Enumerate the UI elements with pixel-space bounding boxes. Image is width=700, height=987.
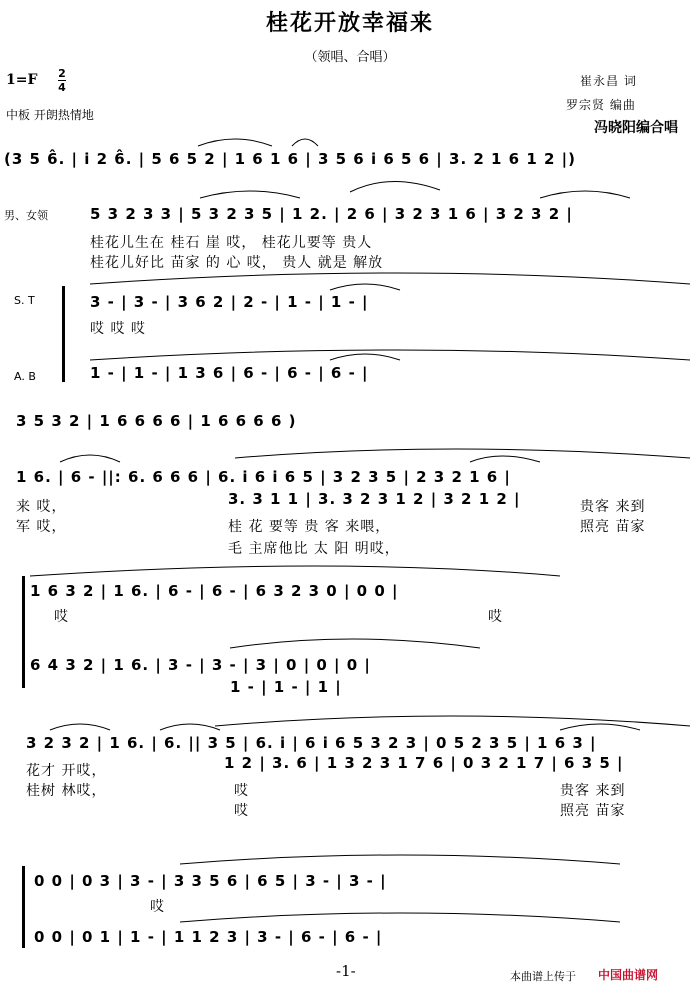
s1-lyric-1: 桂花儿生在 桂石 崖 哎， 桂花儿要等 贵人 bbox=[90, 235, 373, 251]
s2-ab-notes: 6 4 3 2 | 1 6. | 3 - | 3 - | 3 | 0 | 0 | 0 | bbox=[30, 656, 371, 674]
time-top: 2 bbox=[58, 67, 66, 80]
s3-st-notes: 0 0 | 0 3 | 3 - | 3 3 5 6 | 6 5 | 3 - | 3 - | bbox=[34, 872, 387, 890]
choir-credit: 冯晓阳编合唱 bbox=[594, 120, 678, 136]
s2-refrain-1: 桂 花 要等 贵 客 来喂， bbox=[228, 519, 391, 535]
s2-lead-notes: 1 6. | 6 - ||: 6. 6 6 6 | 6. i 6 i 6 5 | 3 2 3 5 | 2 3 2 1 6 | bbox=[16, 468, 511, 486]
s2-st-notes: 1 6 3 2 | 1 6. | 6 - | 6 - | 6 3 2 3 0 | 0 0 | bbox=[30, 582, 399, 600]
lead-label: 男、女领 bbox=[4, 209, 48, 222]
tempo-marking: 中板 开朗热情地 bbox=[6, 108, 94, 122]
page-number: -1- bbox=[336, 962, 356, 980]
s1-st-notes: 3 - | 3 - | 3 6 2 | 2 - | 1 - | 1 - | bbox=[90, 293, 369, 311]
s2-refrain-2: 毛 主席他比 太 阳 明哎， bbox=[228, 541, 400, 557]
st-label: S. T bbox=[14, 294, 35, 307]
intro-line: (3 5 6̂. | i 2 6̂. | 5 6 5 2 | 1 6 1 6 | 3 5 6 i 6 5 6 | 3. 2 1 6 1 2 |) bbox=[4, 150, 576, 168]
s3-lyric-1: 花才 开哎， bbox=[26, 763, 107, 779]
s3-ab-notes: 0 0 | 0 1 | 1 - | 1 1 2 3 | 3 - | 6 - | 6 - | bbox=[34, 928, 383, 946]
s3-tail-2: 照亮 苗家 bbox=[560, 803, 626, 819]
s2-ab-notes-lower: 1 - | 1 - | 1 | bbox=[230, 678, 342, 696]
s2-st-lyric-2: 哎 bbox=[488, 609, 503, 625]
s2-lyric-1: 来 哎， bbox=[16, 499, 67, 515]
s1-lead-notes: 5 3 2 3 3 | 5 3 2 3 5 | 1 2. | 2 6 | 3 2 3 1 6 | 3 2 3 2 | bbox=[90, 205, 573, 223]
s3-ai-2: 哎 bbox=[234, 803, 249, 819]
arranger-credit: 罗宗贤 编曲 bbox=[566, 98, 636, 112]
s3-lead-notes: 3 2 3 2 | 1 6. | 6. || 3 5 | 6. i | 6 i 6 5 3 2 3 | 0 5 2 3 5 | 1 6 3 | bbox=[26, 734, 597, 752]
s2-tail-2: 照亮 苗家 bbox=[580, 519, 646, 535]
upload-note: 本曲谱上传于 bbox=[510, 970, 576, 983]
s2-tail-1: 贵客 来到 bbox=[580, 499, 646, 515]
time-bottom: 4 bbox=[58, 81, 66, 94]
s1-ab-notes: 1 - | 1 - | 1 3 6 | 6 - | 6 - | 6 - | bbox=[90, 364, 369, 382]
s3-lyric-2: 桂树 林哎， bbox=[26, 783, 107, 799]
s3-alt-notes: 1 2 | 3. 6 | 1 3 2 3 1 7 6 | 0 3 2 1 7 | 6 3 5 | bbox=[224, 754, 624, 772]
site-logo: 中国曲谱网 bbox=[598, 968, 659, 982]
key-signature: 1=F bbox=[6, 72, 38, 88]
ab-label: A. B bbox=[14, 370, 36, 383]
s1-st-lyric: 哎 哎 哎 bbox=[90, 321, 146, 337]
s2-lyric-2: 军 哎， bbox=[16, 519, 67, 535]
s3-ai-1: 哎 bbox=[234, 783, 249, 799]
interlude-line: 3 5 3 2 | 1 6 6 6 6 | 1 6 6 6 6 ) bbox=[16, 412, 297, 430]
lyricist-credit: 崔永昌 词 bbox=[580, 74, 637, 88]
s3-st-lyric: 哎 bbox=[150, 899, 165, 915]
s2-st-lyric-1: 哎 bbox=[54, 609, 69, 625]
s2-alt-notes: 3. 3 1 1 | 3. 3 2 3 1 2 | 3 2 1 2 | bbox=[228, 490, 521, 508]
s1-lyric-2: 桂花儿好比 苗家 的 心 哎， 贵人 就是 解放 bbox=[90, 255, 384, 271]
page-title: 桂花开放幸福来 bbox=[265, 11, 434, 36]
s3-tail-1: 贵客 来到 bbox=[560, 783, 626, 799]
page-subtitle: （领唱、合唱） bbox=[304, 50, 396, 65]
